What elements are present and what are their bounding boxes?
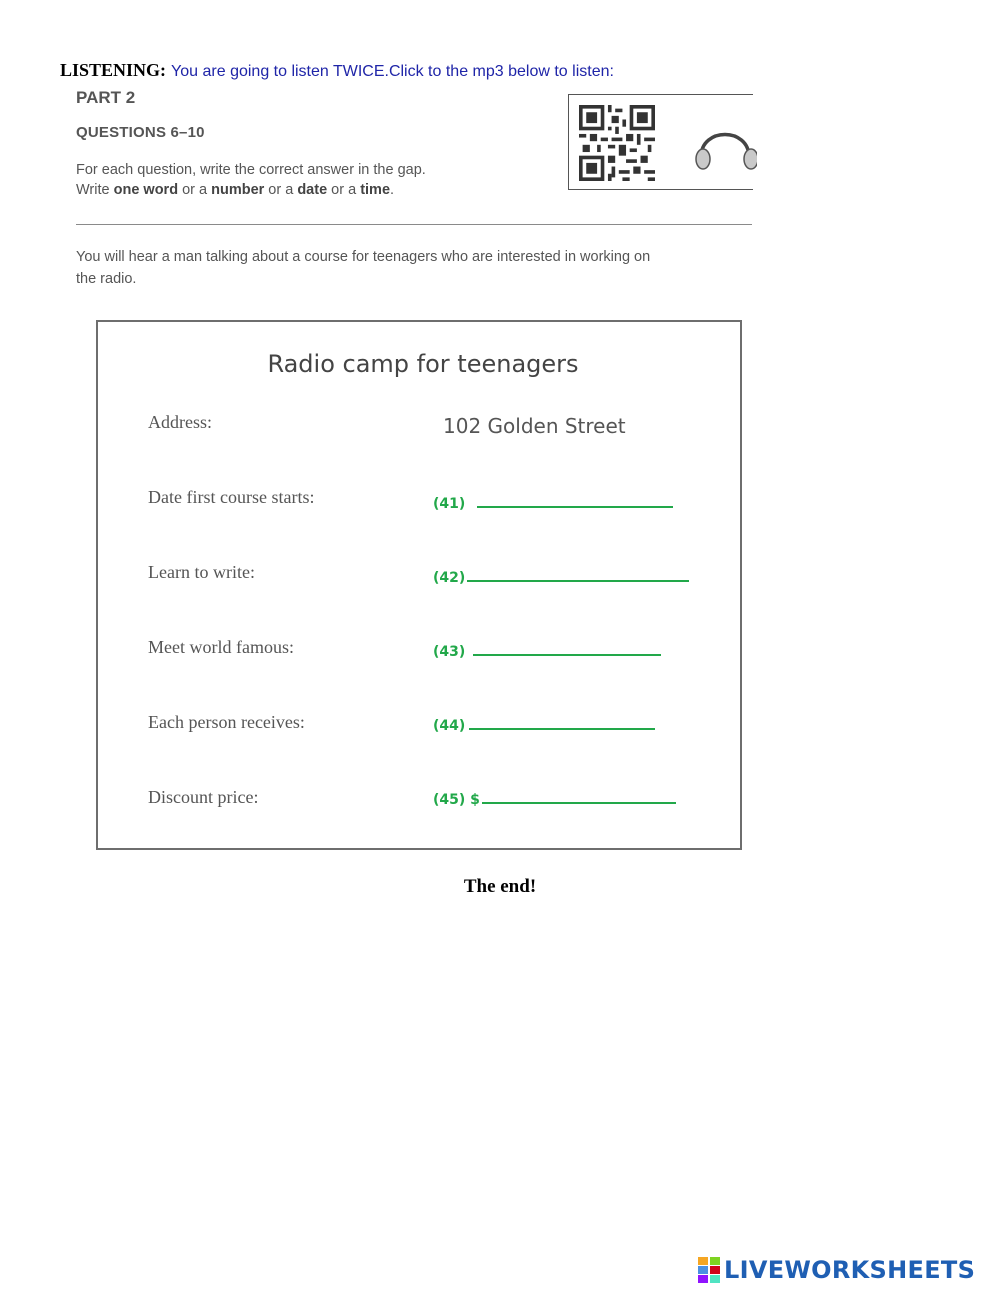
liveworksheets-logo-icon [698, 1257, 720, 1283]
context-line-1: You will hear a man talking about a course for teenagers who are interested in working on [76, 249, 651, 265]
row-label-44: Each person receives: [148, 712, 305, 732]
address-value: 102 Golden Street [443, 414, 626, 438]
listening-instruction: You are going to listen TWICE.Click to the mp3 below to listen: [171, 63, 614, 80]
answer-gap-41[interactable] [433, 492, 673, 512]
gap-number-42: (42) [433, 570, 466, 586]
form-title: Radio camp for teenagers [267, 350, 579, 378]
part-heading: PART 2 [76, 88, 136, 107]
answer-gap-42[interactable] [433, 566, 689, 586]
qr-code-icon[interactable] [579, 105, 655, 181]
worksheet-scan [62, 84, 752, 854]
row-label-41: Date first course starts: [148, 487, 315, 507]
address-label: Address: [148, 412, 212, 432]
gap-number-44: (44) [433, 718, 466, 734]
audio-box[interactable] [568, 94, 753, 190]
answer-line-44[interactable] [469, 714, 655, 730]
answer-line-45[interactable] [482, 788, 676, 804]
gap-number-43: (43) [433, 644, 466, 660]
answer-line-42[interactable] [467, 566, 689, 582]
headphones-icon[interactable] [693, 113, 757, 175]
answer-gap-45[interactable] [433, 788, 676, 808]
questions-heading: QUESTIONS 6–10 [76, 124, 205, 141]
answer-line-43[interactable] [473, 640, 661, 656]
context-line-2: the radio. [76, 271, 137, 287]
answer-gap-44[interactable] [433, 714, 655, 734]
liveworksheets-wordmark: LIVEWORKSHEETS [724, 1256, 976, 1284]
listening-label: LISTENING: [60, 60, 167, 80]
divider [76, 224, 752, 225]
end-text: The end! [463, 876, 537, 897]
answer-line-41[interactable] [477, 492, 673, 508]
listening-intro [60, 60, 614, 81]
gap-number-45: (45) $ [433, 792, 480, 808]
instruction-line-2: Write one word or a number or a date or a time. [76, 182, 395, 198]
liveworksheets-logo [698, 1256, 975, 1284]
notes-form [96, 320, 742, 850]
instruction-line-1: For each question, write the correct answer in the gap. [76, 162, 426, 178]
row-label-45: Discount price: [148, 787, 259, 807]
answer-gap-43[interactable] [433, 640, 661, 660]
row-label-43: Meet world famous: [148, 637, 294, 657]
row-label-42: Learn to write: [148, 562, 255, 582]
gap-number-41: (41) [433, 496, 466, 512]
